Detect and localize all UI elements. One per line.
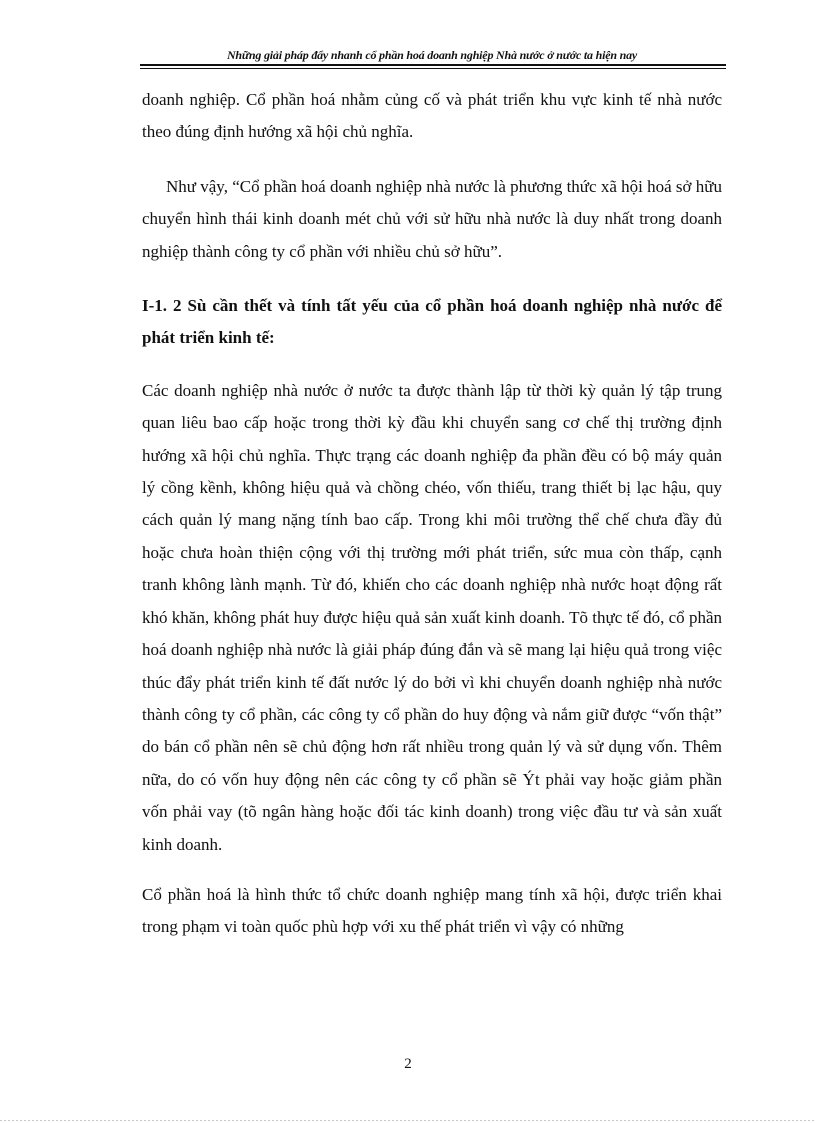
header-rule-thick xyxy=(140,64,726,66)
body-content xyxy=(142,84,722,944)
section-heading: I-1. 2 Sù cần thết và tính tất yếu của cổ phần hoá doanh nghiệp nhà nước để phát triển kinh tế: xyxy=(142,296,722,348)
paragraph-1: doanh nghiệp. Cổ phần hoá nhằm củng cố và phát triển khu vực kinh tế nhà nước theo đúng định hướng xã hội chủ nghĩa. xyxy=(142,90,722,142)
paragraph-3: Các doanh nghiệp nhà nước ở nước ta được thành lập từ thời kỳ quản lý tập trung quan liêu bao cấp hoặc trong thời kỳ đầu khi chuyển sang cơ chế thị trường định hướng xã hội chủ nghĩa. Thực trạng các doanh nghiệp đa phần đều có bộ máy quản lý cồng kềnh, không hiệu quả và chồng chéo, vốn thiếu, trang thiết bị lạc hậu, quy cách quản lý mang nặng tính bao cấp. Trong khi môi trường thể chế chưa đầy đủ hoặc chưa hoàn thiện cộng với thị trường mới phát triển, sức mua còn thấp, cạnh tranh không lành mạnh. Từ đó, khiến cho các doanh nghiệp nhà nước hoạt động rất khó khăn, không phát huy được hiệu quả sản xuất kinh doanh. Tõ thực tế đó, cổ phần hoá doanh nghiệp nhà nước là giải pháp đúng đắn và sẽ mang lại hiệu quả trong việc thúc đẩy phát triển kinh tế đất nước lý do bởi vì khi chuyển doanh nghiệp nhà nước thành công ty cổ phần, các công ty cổ phần do huy động và nắm giữ được “vốn thật” do bán cổ phần nên sẽ chủ động hơn rất nhiều trong quản lý và sử dụng vốn. Thêm nữa, do có vốn huy động nên các công ty cổ phần sẽ Ýt phải vay hoặc giảm phần vốn phải vay (tõ ngân hàng hoặc đối tác kinh doanh) trong việc đầu tư và sản xuất kinh doanh. xyxy=(142,380,722,854)
page-bottom-border xyxy=(0,1120,816,1121)
paragraph-4: Cổ phần hoá là hình thức tổ chức doanh nghiệp mang tính xã hội, được triển khai trong phạm vi toàn quốc phù hợp với xu thế phát triển vì vậy có những xyxy=(142,884,722,937)
header-rule-thin xyxy=(140,68,726,69)
running-header: Những giải pháp đẩy nhanh cổ phần hoá doanh nghiệp Nhà nước ở nước ta hiện nay xyxy=(226,48,638,62)
page-number: 2 xyxy=(404,1056,412,1072)
paragraph-2: Như vậy, “Cổ phần hoá doanh nghiệp nhà nước là phương thức xã hội hoá sở hữu chuyển hình thái kinh doanh mét chủ với sử hữu nhà nước là duy nhất trong doanh nghiệp thành công ty cổ phần với nhiều chủ sở hữu”. xyxy=(142,176,722,261)
